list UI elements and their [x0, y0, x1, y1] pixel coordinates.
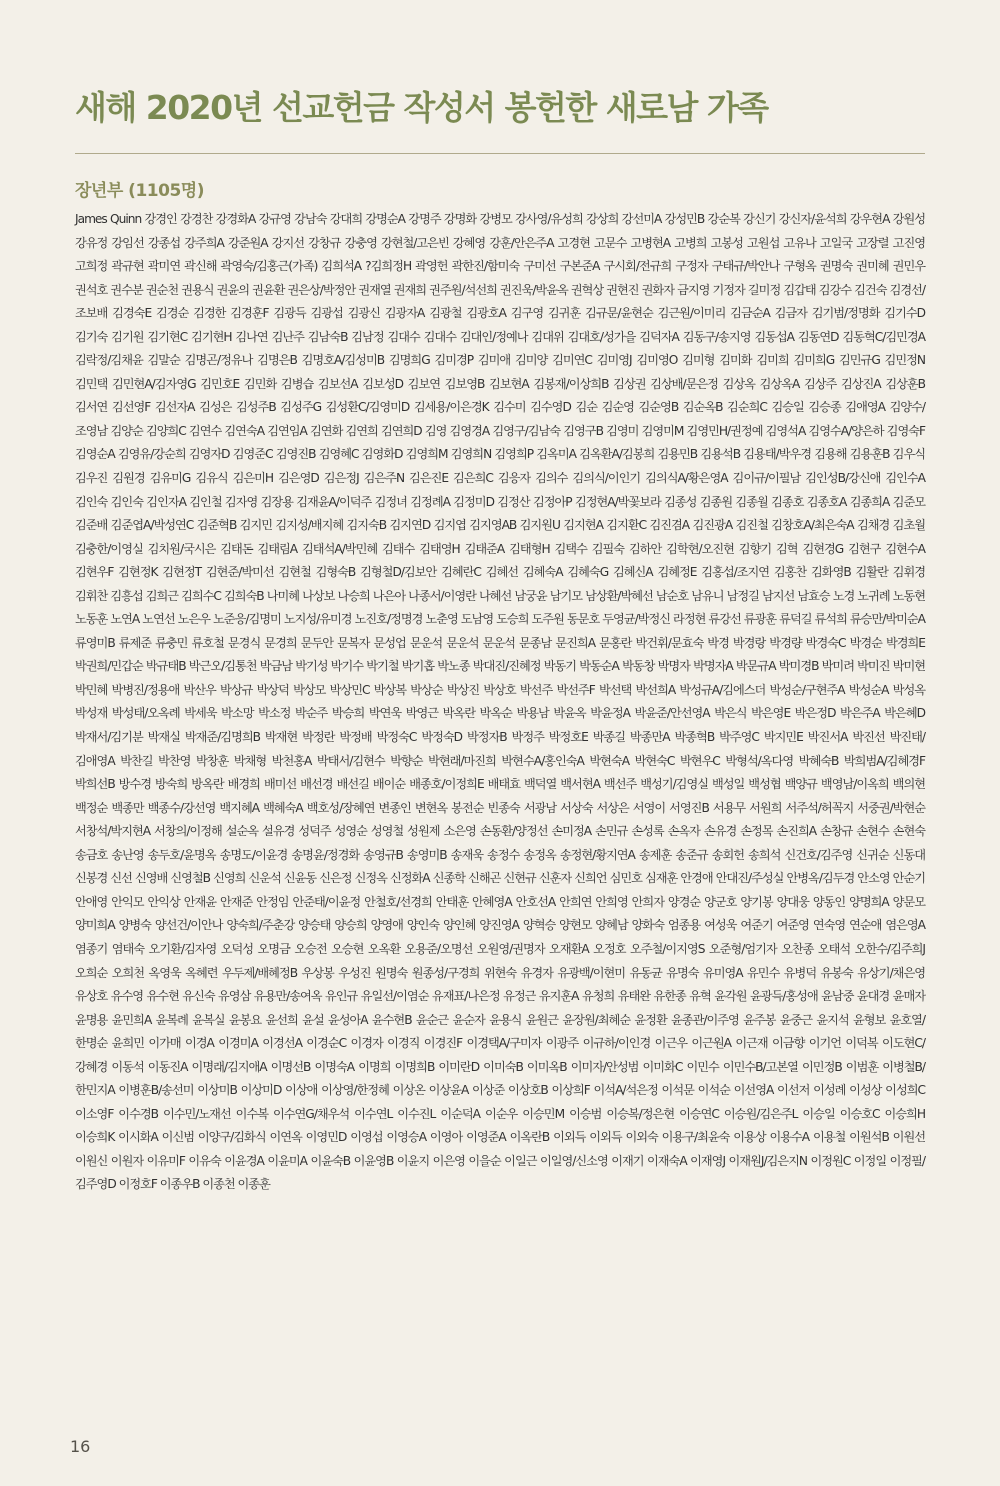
- title-divider: [75, 153, 925, 154]
- page-title: 새해 2020년 선교헌금 작성서 봉헌한 새로남 가족: [75, 88, 768, 127]
- section-heading: 장년부 (1105명): [75, 181, 204, 201]
- name-list: James Quinn 강경인 강경찬 강경화A 강규영 강남숙 강대희 강명순A 강명주 강명화 강병모 강사영/유성희 강상희 강선미A 강성민B 강순복 강신기 강신자/윤석희 강우현A 강원성 강유정 강임선 강종섭 강주희A 강준원A 강지선 강창규 강충영 강현철/고은빈 강혜영 강훈/안은주A 고경현 고문수 고병현A 고병희 고봉성 고원섭 고유나 고일국 고장렬 고진영 고희정 곽규현 곽미연 곽신해 곽영숙/김홍근(가족) 김희석A ?김희정H 곽영헌 곽한진/함미숙 구미선 구본준A 구시회/전규희 구정자 구태규/박안나 구형옥 권명숙 권미혜 권민우 권석호 권수분 권순천 권용식 권윤의 권윤환 권은상/박정안 권재열 권재희 권주원/석선희 권진욱/박윤옥 권혁상 권현진 권화자 금지영 기정자 길미정 김갑태 김강수 김건숙 김경선/조보배 김경숙E 김경순 김경한 김경훈F 김광득 김광섭 김광신 김광자A 김광철 김광호A 김구영 김귀훈 김규문/윤현순 김근원/이미리 김금순A 김금자 김기범/정명화 김기수D 김기숙 김기원 김기현C 김기현H 김나연 김난주 김남숙B 김남정 김대수 김대수 김대인/정예나 김대위 김대호/성가을 김덕자A 김동구/송지영 김동섭A 김동연D 김동혁C/김민경A 김락정/김채윤 김말순 김명곤/정유나 김명은B 김명호A/김성미B 김명희G 김미경P 김미애 김미양 김미연C 김미영J 김미영O 김미형 김미화 김미희 김미희G 김민규G 김민정N 김민택 김민현A/김자영G 김민호E 김민화 김병습 김보선A 김보성D 김보연 김보영B 김보현A 김봉재/이상희B 김상권 김상배/문은정 김상옥 김상옥A 김상주 김상진A 김상훈B 김서연 김선영F 김선자A 김성은 김성주B 김성주G 김성환C/김영미D 김세용/이은경K 김수미 김수영D 김순 김순영 김순영B 김순옥B 김순희C 김승일 김승종 김애영A 김양수/조영남 김양순 김양희C 김연수 김연숙A 김연임A 김연화 김연희 김연희D 김영 김영경A 김영구/김남숙 김영구B 김영미 김영미M 김영민H/권정예 김영석A 김영수A/양은하 김영숙F 김영순A 김영유/강순희 김영자D 김영준C 김영진B 김영혜C 김영화D 김영희M 김영희N 김영희P 김옥미A 김옥환A/김봉희 김용민B 김용석B 김용태/박우경 김용해 김용훈B 김우식 김우진 김원경 김유미G 김유식 김은미H 김은영D 김은정J 김은주N 김은진E 김은희C 김응자 김의수 김의식/이인기 김의식A/황은영A 김이규/이필남 김인성B/강신애 김인수A 김인숙 김인숙 김인자A 김인철 김자영 김장용 김재윤A/이덕주 김정녀 김정례A 김정미D 김정산 김정아P 김정현A/박꽃보라 김종성 김종원 김종월 김종호 김종호A 김종희A 김준모 김준배 김준엽A/박성연C 김준혁B 김지민 김지성/배지혜 김지숙B 김지연D 김지엽 김지영AB 김지원U 김지현A 김지환C 김진겸A 김진광A 김진철 김창호A/최은숙A 김채경 김초월 김충한/이영실 김치원/국시은 김태돈 김태림A 김태석A/박민혜 김태수 김태영H 김태준A 김태형H 김택수 김필숙 김하안 김학현/오진현 김향기 김혁 김현경G 김현구 김현수A 김현우F 김현정K 김현정T 김현준/박미선 김현철 김형숙B 김형철D/김보안 김혜란C 김혜선 김혜숙A 김혜숙G 김혜신A 김혜정E 김홍섭/조지연 김홍찬 김화영B 김활란 김휘경 김휘찬 김흥섭 김희근 김희수C 김희숙B 나미혜 나상보 나승희 나은아 나종서/이영란 나혜선 남궁윤 남기모 남상환/박혜선 남순호 남유니 남정길 남지선 남효승 노경 노귀례 노동현 노동훈 노연A 노연선 노은우 노준응/김명미 노지성/유미경 노진호/정명경 노춘영 도남영 도승희 도주원 동문호 두영균/박정신 라정현 류강선 류광훈 류덕길 류석희 류승만/박미순A 류영미B 류제준 류충민 류호철 문경식 문경희 문두안 문복자 문성업 문운석 문운석 문운석 문종남 문진희A 문홍란 박건휘/문효숙 박경 박경랑 박경량 박경숙C 박경순 박경희E 박권희/민갑순 박규태B 박근오/김통천 박금남 박기성 박기수 박기철 박기홉 박노종 박대진/진혜정 박동기 박동순A 박동창 박명자 박명자A 박문규A 박미경B 박미려 박미진 박미현 박민혜 박병진/정용애 박산우 박상규 박상덕 박상모 박상민C 박상복 박상순 박상진 박상호 박선주 박선주F 박선택 박선희A 박성규A/김에스더 박성순/구현주A 박성순A 박성옥 박성재 박성태/오옥례 박세욱 박소망 박소정 박순주 박승희 박연욱 박영근 박옥란 박옥순 박용남 박윤옥 박윤정A 박윤준/안선영A 박은식 박은영E 박은정D 박은주A 박은혜D 박재서/김기분 박재실 박재준/김명희B 박재현 박정란 박정배 박정숙C 박정숙D 박정자B 박정주 박정호E 박종길 박종만A 박종혁B 박주영C 박지민E 박진서A 박진선 박진태/김애영A 박찬길 박찬영 박창훈 박채형 박천홍A 박태서/김현수 박향순 박현래/마진희 박현수A/홍인숙A 박현숙A 박현숙C 박현우C 박형석/옥다영 박혜숙B 박희범A/김혜경F 박희선B 방수경 방숙희 방옥란 배경희 배미선 배선경 배선길 배이순 배종호/이정희E 배태효 백덕열 백서현A 백선주 백성기/김영실 백성일 백성협 백양규 백영남/이옥희 백의현 백정순 백종만 백종수/강선영 백지혜A 백혜숙A 백호성/장혜연 변종인 변현옥 봉전순 빈종숙 서광남 서상숙 서상은 서영이 서영진B 서용무 서원희 서주석/허꼭지 서중권/박현순 서창석/박지현A 서창의/이정해 설순옥 설유경 성덕주 성영순 성영철 성원제 소은영 손동환/양정선 손미정A 손민규 손성록 손옥자 손유경 손정목 손진희A 손창규 손현수 손현숙 송금호 송난영 송두호/윤명옥 송명도/이윤경 송명윤/정경화 송영규B 송영미B 송재욱 송정수 송정옥 송정현/황지연A 송제훈 송준규 송회헌 송희석 신건호/김주영 신귀순 신동대 신봉경 신선 신영배 신영철B 신영희 신운석 신윤동 신은정 신정옥 신정화A 신종학 신해곤 신현규 신훈자 신희언 심민호 심재훈 안경애 안대진/주성실 안병옥/김두경 안소영 안순기 안애영 안익모 안익상 안재윤 안재준 안정임 안준태/이윤정 안철호/선경희 안태훈 안혜영A 안호선A 안희연 안희영 안희자 양경순 양군호 양기봉 양대웅 양동인 양명희A 양문모 양미희A 양병숙 양선건/이안나 양숙희/주춘강 양승태 양승희 양영애 양인숙 양인혜 양진영A 양혁승 양현모 양혜남 양화숙 엄종용 여성욱 여준기 여준영 연숙영 연순애 염은영A 염종기 염태숙 오기환/김자영 오덕성 오명금 오승전 오승현 오옥환 오용준/오명선 오원영/권명자 오재환A 오정호 오주철/이지영S 오준형/엄기자 오찬종 오태석 오한수/김주희J 오희순 오희천 옥영욱 옥혜련 우두제/배혜정B 우상봉 우성진 원명숙 원종성/구경희 위현숙 유경자 유광백/이현미 유동균 유명숙 유미영A 유민수 유병덕 유봉숙 유상기/채은영 유상호 유수영 유수현 유신숙 유영삼 유용만/송여옥 유인규 유일선/이염순 유재표/나은정 유정근 유지훈A 유청희 유태완 유한종 유혁 윤각원 윤광득/홍성애 윤남중 윤대경 윤매자 윤명용 윤민희A 윤복례 윤복실 윤봉요 윤선희 윤설 윤성아A 윤수현B 윤순근 윤순자 윤용식 윤원근 윤장원/최혜순 윤정환 윤종관/이주영 윤주봉 윤중근 윤지석 윤형보 윤호열/한명순 윤희민 이가매 이경A 이경미A 이경선A 이경순C 이경자 이경직 이경진F 이경택A/구미자 이광주 이규하/이인경 이근우 이근원A 이근재 이금향 이기언 이덕복 이도현C/강혜경 이동석 이동진A 이명래/김지애A 이명선B 이명숙A 이명희 이명희B 이미란D 이미숙B 이미옥B 이미자/안성범 이미화C 이민수 이민수B/고본열 이민정B 이범훈 이병철B/한민지A 이병훈B/송선미 이상미B 이상미D 이상애 이상영/한정혜 이상온 이상윤A 이상준 이상호B 이상희F 이석A/석은정 이석문 이석순 이선영A 이선저 이성례 이성상 이성희C 이소영F 이수경B 이수민/노재선 이수복 이수연G/채우석 이수연L 이수진L 이순덕A 이순우 이승민M 이승범 이승복/정은현 이승연C 이승원/김은주L 이승일 이승호C 이승희H 이승희K 이시화A 이신범 이양구/김화식 이연옥 이영민D 이영섭 이영승A 이영아 이영준A 이옥란B 이외득 이외득 이외숙 이용구/최윤숙 이용상 이용수A 이용철 이원석B 이원선 이원신 이원자 이유미F 이유숙 이윤경A 이윤미A 이윤숙B 이윤영B 이윤지 이은영 이을순 이일근 이일영/신소영 이재기 이재숙A 이재영J 이재원J/김은지N 이정원C 이정일 이정필/김주영D 이정호F 이종우B 이종천 이종훈: [75, 212, 925, 1192]
- page-number: 16: [70, 1437, 91, 1456]
